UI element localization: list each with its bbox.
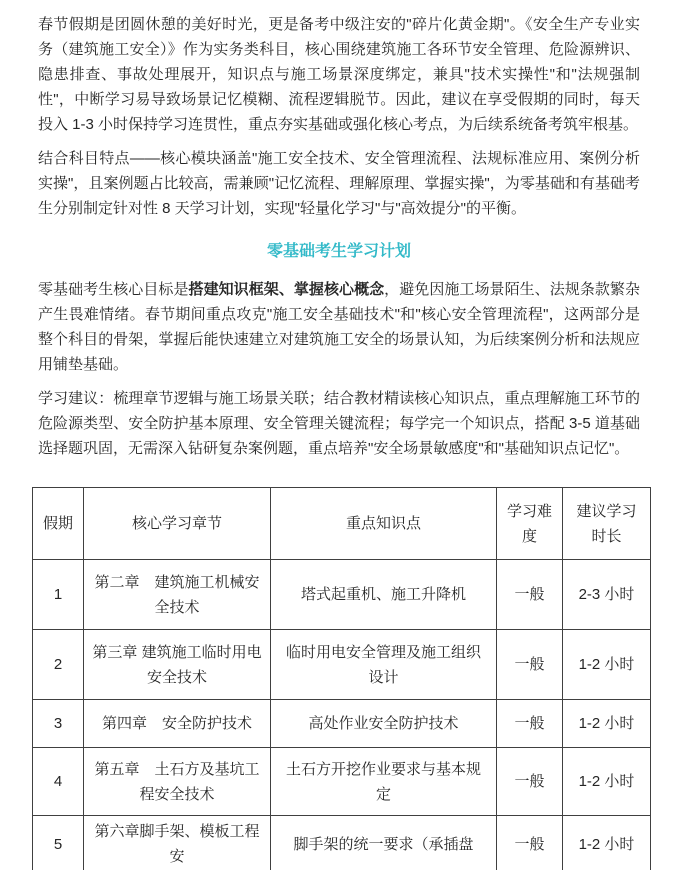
table-row <box>33 560 651 630</box>
cell-difficulty: 一般 <box>497 748 563 816</box>
cell-day: 4 <box>33 748 84 816</box>
cell-points: 临时用电安全管理及施工组织设计 <box>271 630 497 700</box>
cell-difficulty: 一般 <box>497 700 563 748</box>
cell-points: 土石方开挖作业要求与基本规定 <box>271 748 497 816</box>
column-header-chapter: 核心学习章节 <box>84 488 271 560</box>
table-row <box>33 630 651 700</box>
cell-points: 脚手架的统一要求（承插盘 <box>271 816 497 870</box>
column-header-points: 重点知识点 <box>271 488 497 560</box>
table-row <box>33 748 651 816</box>
intro-paragraph-1: 春节假期是团圆休憩的美好时光，更是备考中级注安的"碎片化黄金期"。《安全生产专业实务（建筑施工安全）》作为实务类科目，核心围绕建筑施工各环节安全管理、危险源辨识、隐患排查、事故处理展开，知识点与施工场景深度绑定，兼具"技术实操性"和"法规强制性"，中断学习易导致场景记忆模糊、流程逻辑脱节。因此，建议在享受假期的同时，每天投入 1-3 小时保持学习连贯性，重点夯实基础或强化核心考点，为后续系统备考筑牢根基。 <box>38 16 640 133</box>
column-header-day: 假期 <box>33 488 84 560</box>
goal-paragraph-suffix: ，避免因施工场景陌生、法规条款繁杂产生畏难情绪。春节期间重点攻克"施工安全基础技术"和"核心安全管理流程"，这两部分是整个科目的骨架，掌握后能快速建立对建筑施工安全的场景认知，为后续案例分析和法规应用铺垫基础。 <box>38 281 640 373</box>
advice-paragraph: 学习建议：梳理章节逻辑与施工场景关联；结合教材精读核心知识点，重点理解施工环节的危险源类型、安全防护基本原理、安全管理关键流程；每学完一个知识点，搭配 3-5 道基础选择题巩固，无需深入钻研复杂案例题，重点培养"安全场景敏感度"和"基础知识点记忆"。 <box>38 390 640 457</box>
study-plan-table <box>32 487 651 870</box>
goal-paragraph-bold-phrase: 搭建知识框架、掌握核心概念 <box>188 281 385 298</box>
goal-paragraph <box>38 277 640 377</box>
column-header-difficulty: 学习难度 <box>497 488 563 560</box>
cell-day: 3 <box>33 700 84 748</box>
cell-difficulty: 一般 <box>497 560 563 630</box>
intro-paragraph-2: 结合科目特点——核心模块涵盖"施工安全技术、安全管理流程、法规标准应用、案例分析实操"，且案例题占比较高，需兼顾"记忆流程、理解原理、掌握实操"，为零基础和有基础考生分别制定针对性 8 天学习计划，实现"轻量化学习"与"高效提分"的平衡。 <box>38 150 640 217</box>
cell-difficulty: 一般 <box>497 816 563 870</box>
cell-chapter: 第二章 建筑施工机械安全技术 <box>84 560 271 630</box>
table-row <box>33 700 651 748</box>
goal-paragraph-prefix: 零基础考生核心目标是 <box>38 281 189 298</box>
cell-duration: 1-2 小时 <box>563 816 651 870</box>
cell-duration: 1-2 小时 <box>563 700 651 748</box>
cell-chapter: 第六章脚手架、模板工程安 <box>84 816 271 870</box>
cell-chapter: 第四章 安全防护技术 <box>84 700 271 748</box>
cell-chapter: 第五章 土石方及基坑工程安全技术 <box>84 748 271 816</box>
column-header-duration: 建议学习时长 <box>563 488 651 560</box>
cell-points: 塔式起重机、施工升降机 <box>271 560 497 630</box>
cell-day: 2 <box>33 630 84 700</box>
cell-difficulty: 一般 <box>497 630 563 700</box>
table-header-row <box>33 488 651 560</box>
section-title: 零基础考生学习计划 <box>266 243 411 260</box>
cell-day: 1 <box>33 560 84 630</box>
cell-chapter: 第三章 建筑施工临时用电安全技术 <box>84 630 271 700</box>
cell-points: 高处作业安全防护技术 <box>271 700 497 748</box>
cell-duration: 2-3 小时 <box>563 560 651 630</box>
cell-day: 5 <box>33 816 84 870</box>
cell-duration: 1-2 小时 <box>563 630 651 700</box>
table-row <box>33 816 651 870</box>
cell-duration: 1-2 小时 <box>563 748 651 816</box>
